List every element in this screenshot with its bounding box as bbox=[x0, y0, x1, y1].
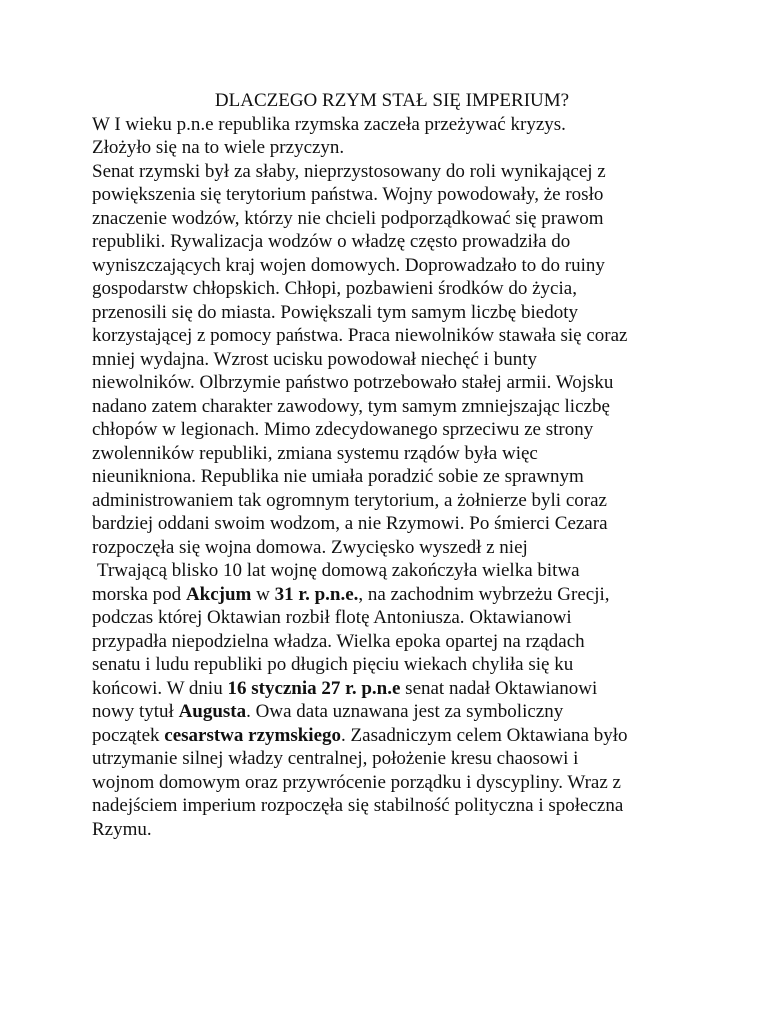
bold-term-augusta: Augusta bbox=[178, 701, 247, 722]
text-line: administrowaniem tak ogromnym terytorium, a żołnierze byli coraz bbox=[92, 489, 607, 511]
text-line: bardziej oddani swoim wodzom, a nie Rzymowi. Po śmierci Cezara bbox=[92, 513, 608, 534]
text-line: niewolników. Olbrzymie państwo potrzebowało stałej armii. Wojsku bbox=[92, 372, 614, 393]
text-line: podczas której Oktawian rozbił flotę Antoniusza. Oktawianowi bbox=[92, 607, 572, 628]
text-line: Rzymu. bbox=[92, 818, 152, 840]
text-line: W I wieku p.n.e republika rzymska zaczeła przeżywać kryzys. bbox=[92, 113, 566, 135]
text-run: senat nadał Oktawianowi bbox=[400, 677, 598, 699]
text-run: . Zasadniczym celem Oktawiana było bbox=[341, 724, 628, 746]
text-line: Senat rzymski był za słaby, nieprzystosowany do roli wynikającej z bbox=[92, 160, 606, 182]
bold-term-cesarstwa: cesarstwa rzymskiego bbox=[164, 724, 342, 746]
text-line: chłopów w legionach. Mimo zdecydowanego sprzeciwu ze strony bbox=[92, 419, 594, 440]
text-line: wyniszczających kraj wojen domowych. Doprowadzało to do ruiny bbox=[92, 254, 605, 276]
text-line: zwolenników republiki, zmiana systemu rządów była więc bbox=[92, 442, 538, 464]
text-line bbox=[92, 677, 692, 701]
document-title: DLACZEGO RZYM STAŁ SIĘ IMPERIUM? bbox=[214, 90, 570, 111]
text-line: wojnom domowym oraz przywrócenie porządku i dyscypliny. Wraz z bbox=[92, 771, 621, 793]
document-body bbox=[92, 89, 692, 841]
text-line: powiększenia się terytorium państwa. Wojny powodowały, że rosło bbox=[92, 184, 604, 205]
text-line: korzystającej z pomocy państwa. Praca niewolników stawała się coraz bbox=[92, 325, 628, 346]
text-line: nieunikniona. Republika nie umiała poradzić sobie ze sprawnym bbox=[92, 466, 584, 487]
text-line bbox=[92, 724, 692, 748]
text-run: końcowi. W dniu bbox=[92, 677, 228, 699]
bold-date-31bc: 31 r. p.n.e. bbox=[274, 583, 359, 605]
text-line: przypadła niepodzielna władza. Wielka epoka opartej na rządach bbox=[92, 630, 585, 652]
text-line: przenosili się do miasta. Powiększali tym samym liczbę biedoty bbox=[92, 301, 578, 323]
text-run: nowy tytuł bbox=[92, 701, 179, 722]
text-line bbox=[92, 700, 692, 724]
text-line: Złożyło się na to wiele przyczyn. bbox=[92, 137, 345, 158]
bold-date-27bc: 16 stycznia 27 r. p.n.e bbox=[227, 677, 401, 699]
text-line: nadano zatem charakter zawodowy, tym samym zmniejszając liczbę bbox=[92, 395, 610, 417]
text-line: senatu i ludu republiki po długich pięciu wiekach chyliła się ku bbox=[92, 654, 574, 675]
text-line: Trwającą blisko 10 lat wojnę domową zakończyła wielka bitwa bbox=[97, 560, 580, 581]
bold-term-akcjum: Akcjum bbox=[185, 583, 252, 605]
text-run: . Owa data uznawana jest za symboliczny bbox=[246, 701, 564, 722]
text-line: znaczenie wodzów, którzy nie chcieli podporządkować się prawom bbox=[92, 207, 604, 229]
text-line: mniej wydajna. Wzrost ucisku powodował niechęć i bunty bbox=[92, 348, 537, 370]
text-line: utrzymanie silnej władzy centralnej, położenie kresu chaosowi i bbox=[92, 748, 579, 769]
text-line: rozpoczęła się wojna domowa. Zwycięsko wyszedł z niej bbox=[92, 536, 528, 558]
text-line: republiki. Rywalizacja wodzów o władzę często prowadziła do bbox=[92, 231, 571, 252]
text-run: początek bbox=[92, 724, 165, 746]
text-run: w bbox=[251, 583, 275, 605]
text-line: nadejściem imperium rozpoczęła się stabilność polityczna i społeczna bbox=[92, 795, 624, 816]
text-line bbox=[92, 583, 692, 607]
text-line: gospodarstw chłopskich. Chłopi, pozbawieni środków do życia, bbox=[92, 278, 577, 299]
text-run: , na zachodnim wybrzeżu Grecji, bbox=[358, 583, 610, 605]
text-run: morska pod bbox=[92, 583, 186, 605]
